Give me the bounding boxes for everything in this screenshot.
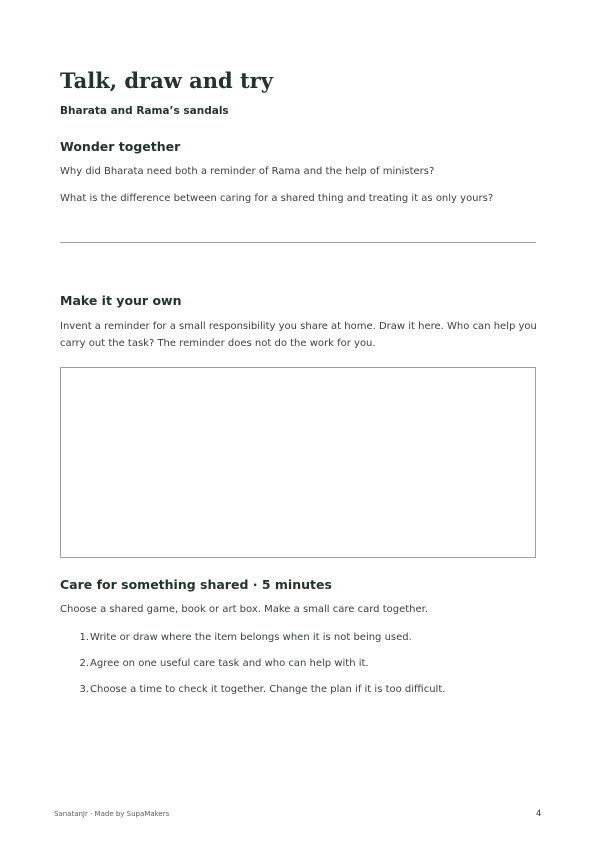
step-number: 1. <box>79 632 89 643</box>
step-number: 2. <box>79 658 89 669</box>
step-number: 3. <box>79 684 89 695</box>
care-heading: Care for something shared · 5 minutes <box>60 577 332 592</box>
wonder-heading: Wonder together <box>60 139 181 154</box>
step-text: Agree on one useful care task and who can help with it. <box>90 658 369 669</box>
step-text: Write or draw where the item belongs when it is not being used. <box>90 632 412 643</box>
make-own-heading: Make it your own <box>60 293 182 308</box>
step-text: Choose a time to check it together. Change the plan if it is too difficult. <box>90 684 446 695</box>
page-title: Talk, draw and try <box>60 68 273 93</box>
drawing-box[interactable] <box>60 367 536 558</box>
make-own-instructions: Invent a reminder for a small responsibility you share at home. Draw it here. Who can help you carry out the task? The reminder does not do the work for you. <box>60 321 537 349</box>
answer-line[interactable] <box>60 242 536 243</box>
care-intro: Choose a shared game, book or art box. Make a small care card together. <box>60 604 429 615</box>
wonder-question-2: What is the difference between caring for a shared thing and treating it as only yours? <box>60 193 494 204</box>
wonder-question-1: Why did Bharata need both a reminder of Rama and the help of ministers? <box>60 166 435 177</box>
page-number: 4 <box>536 809 542 819</box>
page-subtitle: Bharata and Rama’s sandals <box>60 105 229 117</box>
footer-credit: SanatanJr · Made by SupaMakers <box>54 810 170 818</box>
